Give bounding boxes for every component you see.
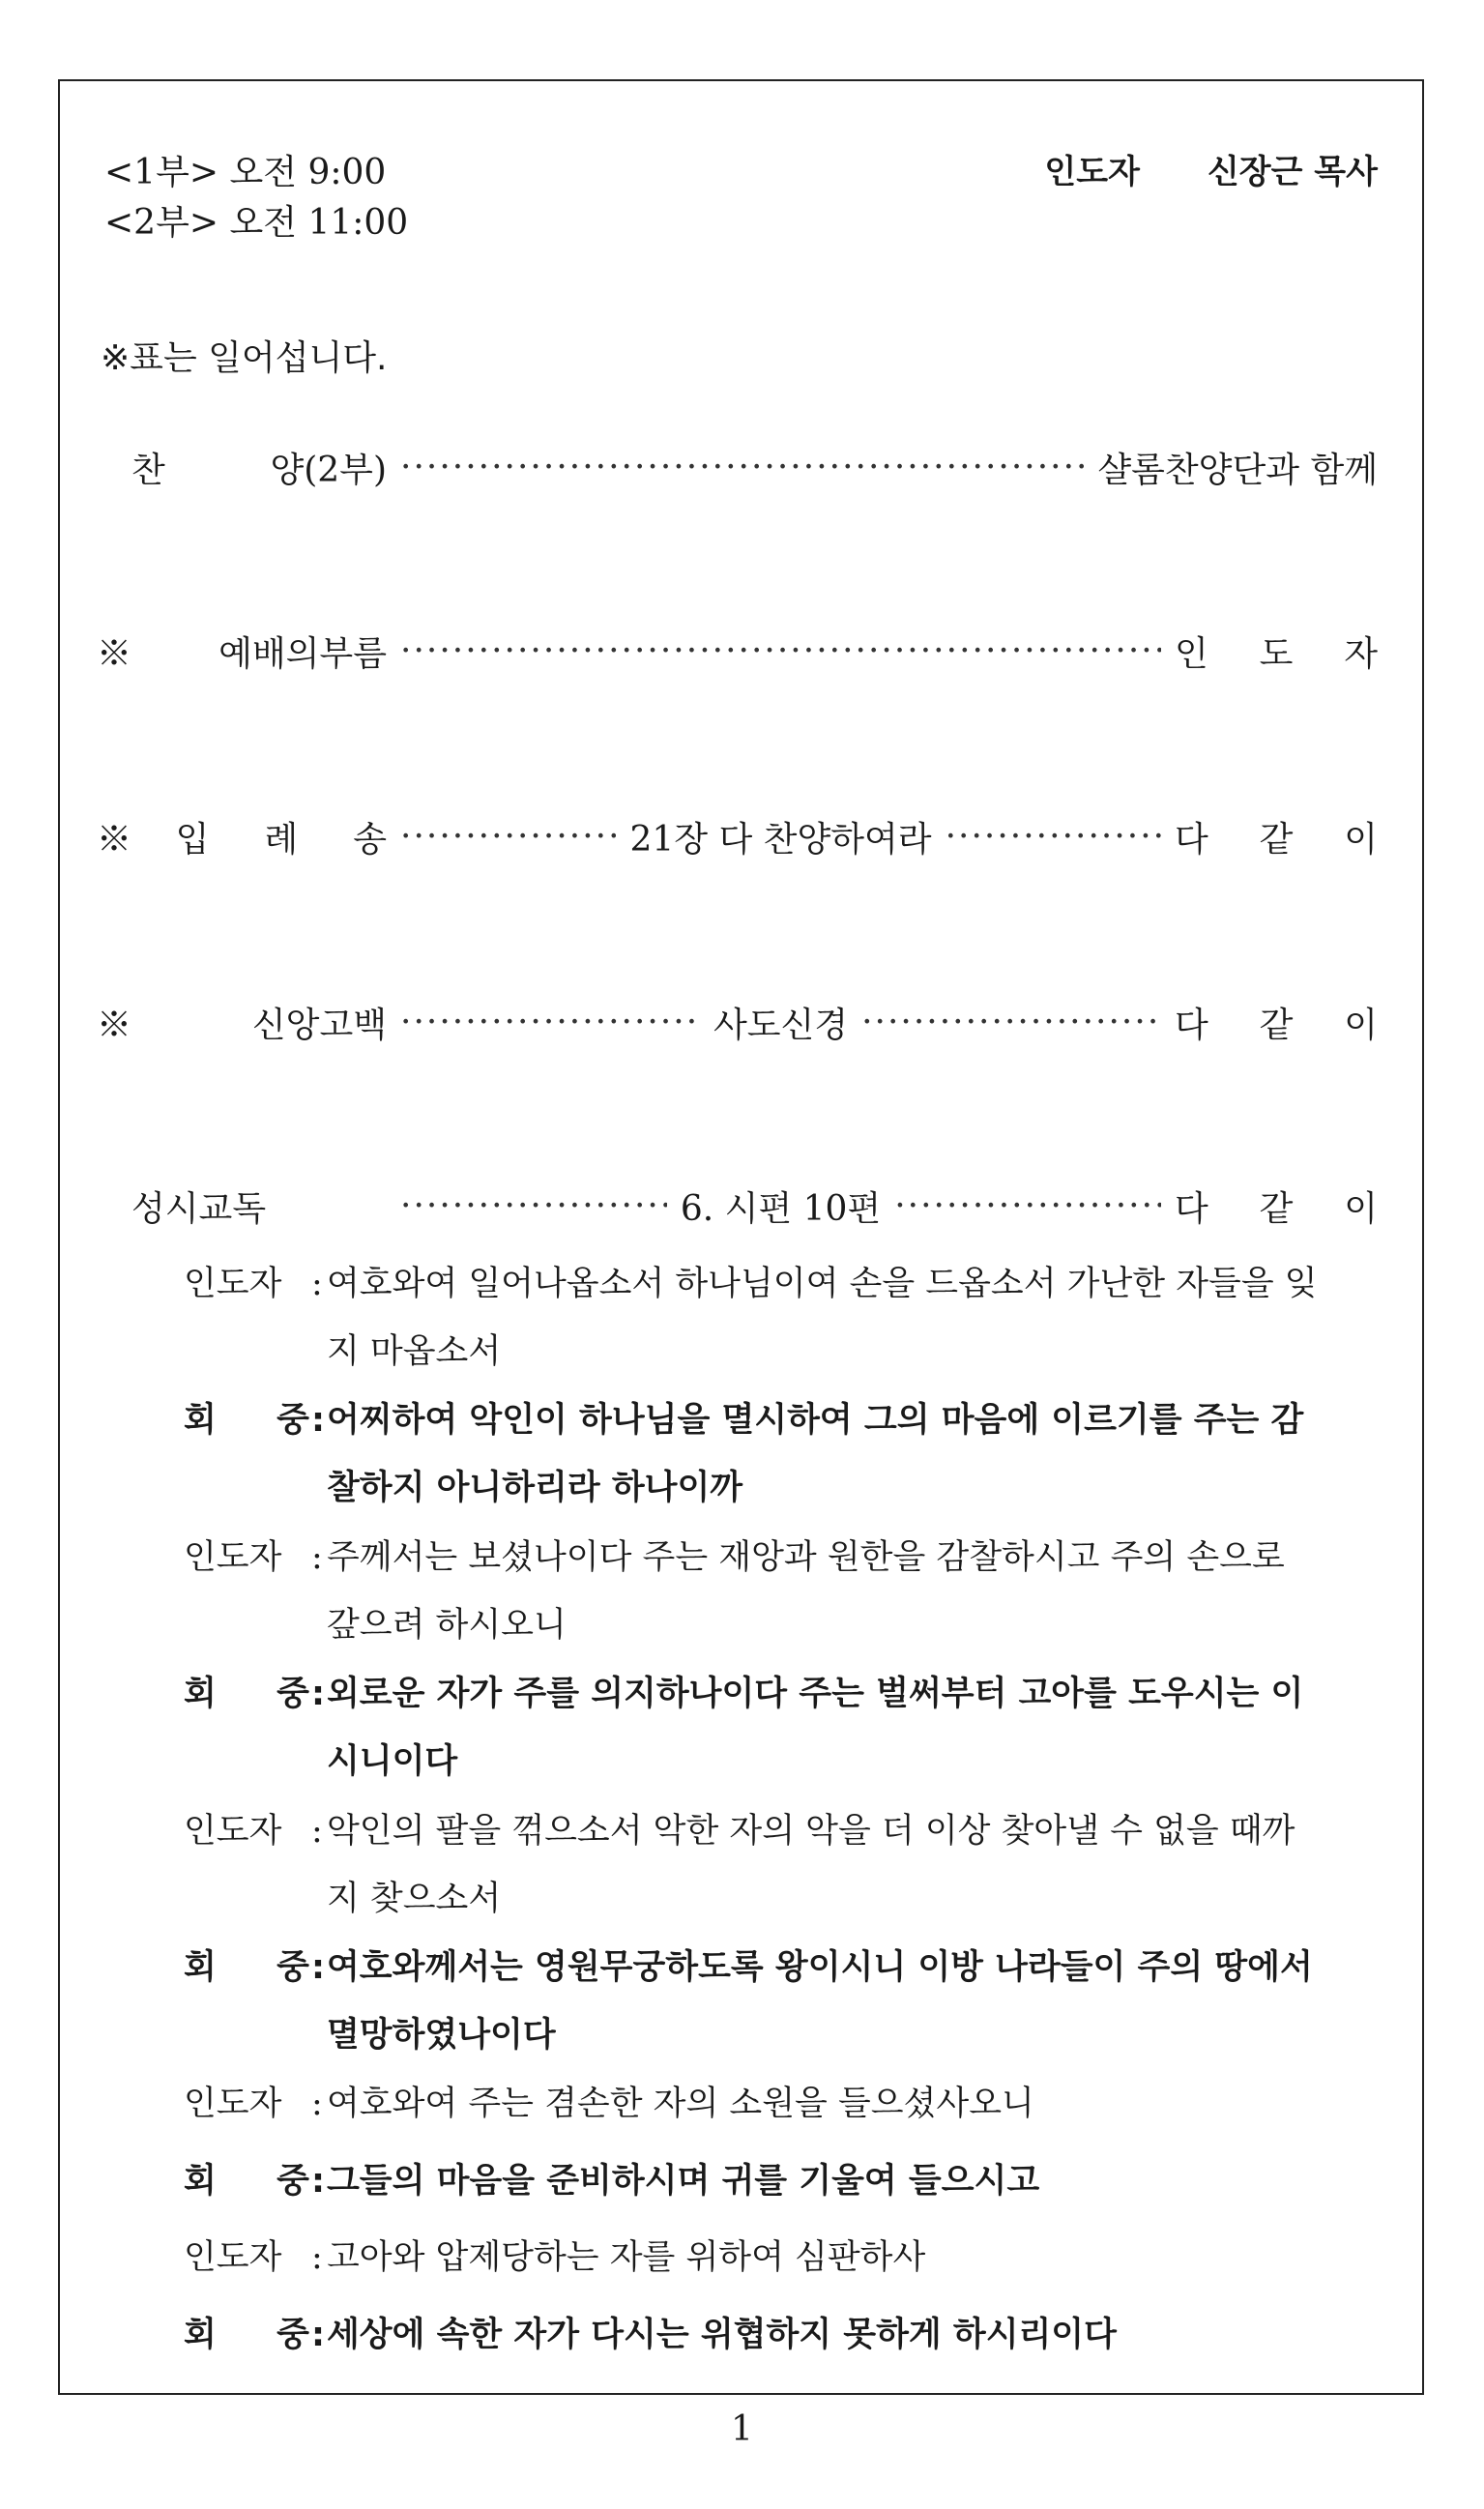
reading-text: 그들의 마음을 준비하시며 귀를 기울여 들으시고: [327, 2162, 1040, 2201]
dotted-leader: [400, 817, 616, 857]
leader-name: 신장근 목사: [1207, 153, 1378, 191]
reading-speaker: 회 중: [184, 2316, 309, 2354]
reading-speaker: 인도자: [184, 1265, 282, 1303]
order-label: 성시교독: [131, 1188, 267, 1229]
dotted-leader: [400, 1186, 667, 1226]
reading-line: [184, 1797, 1324, 1933]
page-number: 1: [731, 2409, 753, 2449]
reading-speaker: 회 중: [184, 1401, 309, 1440]
reading-text: 고아와 압제당하는 자를 위하여 심판하사: [327, 2238, 926, 2277]
dotted-leader: [400, 448, 1084, 487]
reading-line: [184, 2070, 1324, 2138]
order-center: 사도신경: [713, 1005, 849, 1045]
dotted-leader: [400, 1003, 700, 1042]
reading-speaker: 인도자: [184, 2238, 282, 2277]
standing-notice: ※표는 일어섭니다.: [101, 338, 388, 378]
reading-colon: :: [311, 2238, 323, 2277]
leader-role: 인도자: [1044, 153, 1140, 191]
reading-line: [184, 1386, 1324, 1522]
order-item-responsive-reading: [97, 1182, 1378, 1230]
reading-speaker: 회 중: [184, 2162, 309, 2201]
reading-colon: :: [311, 1812, 323, 1851]
order-center: 21장 다 찬양하여라: [629, 819, 932, 860]
reading-colon: :: [311, 2085, 323, 2123]
reading-text: 여호와께서는 영원무궁하도록 왕이시니 이방 나라들이 주의 땅에서 멸망하였나이다: [327, 1948, 1313, 2055]
reading-colon: :: [311, 1265, 323, 1303]
session-2-time: <2부> 오전 11:00: [104, 203, 409, 243]
reading-text: 여호와여 일어나옵소서 하나님이여 손을 드옵소서 가난한 자들을 잊지 마옵소서: [327, 1265, 1318, 1371]
order-right: 인 도 자: [1175, 633, 1378, 674]
order-center: 6. 시편 10편: [680, 1188, 882, 1229]
reading-colon: :: [311, 1948, 325, 1987]
reading-speaker: 회 중: [184, 1675, 309, 1713]
order-item-creed: [97, 998, 1378, 1046]
order-item-call-to-worship: [97, 627, 1378, 675]
reading-colon: :: [311, 1401, 325, 1440]
reading-colon: :: [311, 2162, 325, 2201]
dotted-leader: [400, 631, 1161, 671]
reading-line: [184, 1250, 1324, 1386]
reading-text: 악인의 팔을 꺾으소서 악한 자의 악을 더 이상 찾아낼 수 없을 때까지 찾으소서: [327, 1812, 1295, 1918]
order-label: ※입 례 송: [97, 819, 387, 860]
session-1-time: <1부> 오전 9:00: [104, 153, 387, 192]
leader-info: [1044, 145, 1378, 192]
reading-line: [184, 2147, 1324, 2215]
reading-text: 여호와여 주는 겸손한 자의 소원을 들으셨사오니: [327, 2085, 1034, 2123]
reading-speaker: 인도자: [184, 1812, 282, 1851]
order-label: 찬 양(2부): [131, 450, 387, 490]
dotted-leader: [861, 1003, 1161, 1042]
order-label: ※신앙고백: [97, 1005, 387, 1045]
reading-line: [184, 2301, 1324, 2369]
order-item-praise: [97, 443, 1378, 491]
reading-line: [184, 1934, 1324, 2069]
reading-text: 외로운 자가 주를 의지하나이다 주는 벌써부터 고아를 도우시는 이시니이다: [327, 1675, 1304, 1781]
reading-colon: :: [311, 2316, 325, 2354]
reading-text: 주께서는 보셨나이다 주는 재앙과 원한을 감찰하시고 주의 손으로 갚으려 하시오니: [327, 1538, 1285, 1645]
reading-speaker: 인도자: [184, 1538, 282, 1577]
reading-speaker: 회 중: [184, 1948, 309, 1987]
reading-colon: :: [311, 1675, 325, 1713]
reading-text: 어찌하여 악인이 하나님을 멸시하여 그의 마음에 이르기를 주는 감찰하지 아니하리라 하나이까: [327, 1401, 1304, 1507]
order-label: ※예배의부름: [97, 633, 387, 674]
order-right: 샬롬찬양단과 함께: [1097, 450, 1378, 490]
order-right: 다 같 이: [1175, 1005, 1379, 1045]
order-right: 다 같 이: [1175, 819, 1379, 860]
reading-line: [184, 1524, 1324, 1659]
dotted-leader: [894, 1186, 1161, 1226]
order-item-entrance-hymn: [97, 812, 1378, 861]
reading-line: [184, 1660, 1324, 1795]
order-right: 다 같 이: [1175, 1188, 1378, 1229]
reading-colon: :: [311, 1538, 323, 1577]
reading-text: 세상에 속한 자가 다시는 위협하지 못하게 하시리이다: [327, 2316, 1117, 2354]
reading-speaker: 인도자: [184, 2085, 282, 2123]
reading-line: [184, 2224, 1324, 2291]
dotted-leader: [946, 817, 1161, 857]
